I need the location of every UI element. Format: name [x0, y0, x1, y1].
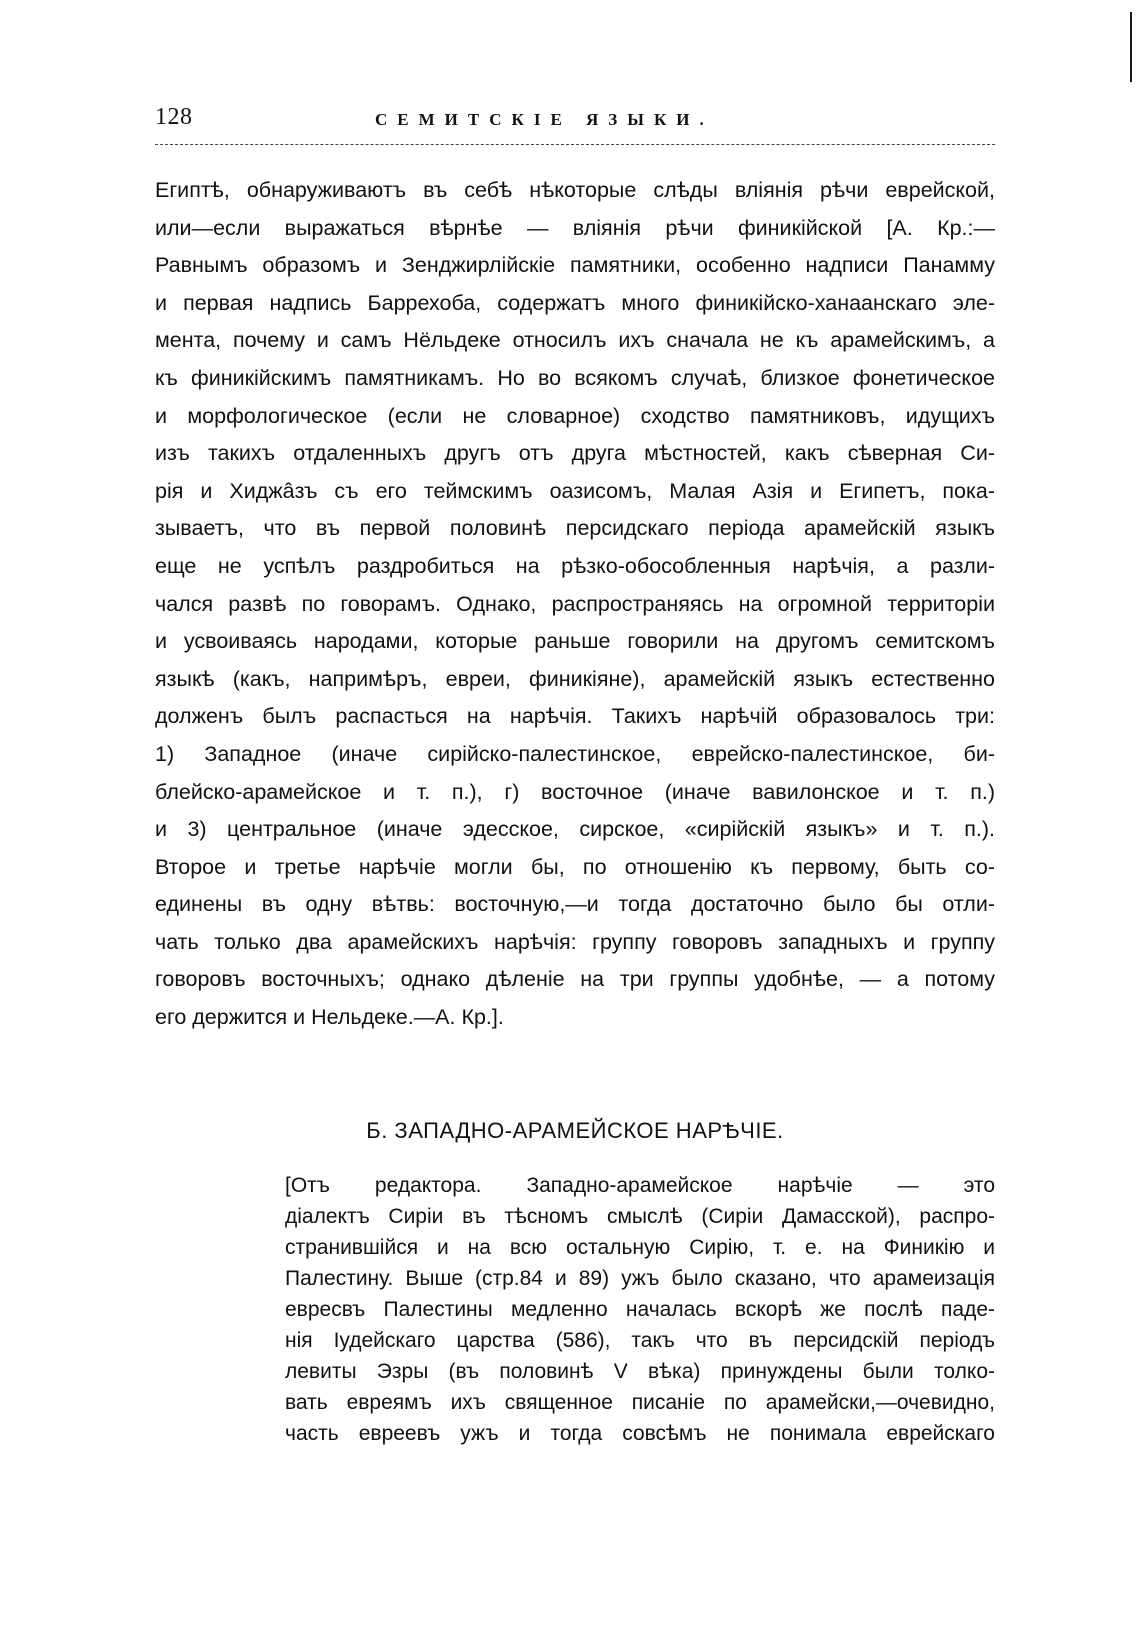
- running-head: СЕМИТСКІЕ ЯЗЫКИ.: [375, 110, 714, 129]
- text-line: долженъ былъ распасться на нарѣчія. Такихъ нарѣчій образовалось три:: [155, 704, 995, 729]
- text-line: левиты Эзры (въ половинѣ V вѣка) принуждены были толко-: [285, 1360, 995, 1383]
- text-line: и морфологическое (если не словарное) сходство памятниковъ, идущихъ: [155, 403, 995, 428]
- text-line: діалектъ Сиріи въ тѣсномъ смыслѣ (Сиріи Дамасской), распро-: [285, 1205, 995, 1228]
- text-line: и первая надпись Баррехоба, содержатъ много финикійско-ханаанскаго эле-: [155, 290, 995, 315]
- text-line: Второе и третье нарѣчіе могли бы, по отношенію къ первому, быть со-: [155, 854, 995, 879]
- text-line: или—если выражаться вѣрнѣе — вліянія рѣчи финикійской [А. Кр.:—: [155, 215, 995, 240]
- text-line: странившійся и на всю остальную Сирію, т. е. на Финикію и: [285, 1236, 995, 1259]
- text-line: говоровъ восточныхъ; однако дѣленіе на три группы удобнѣе, — а потому: [155, 967, 995, 992]
- text-line: Равнымъ образомъ и Зенджирлійскіе памятники, особенно надписи Панамму: [155, 253, 995, 278]
- text-line: и усвоиваясь народами, которые раньше говорили на другомъ семитскомъ: [155, 629, 995, 654]
- text-line: языкѣ (какъ, напримѣръ, евреи, финикіяне), арамейскій языкъ естественно: [155, 666, 995, 691]
- text-line: къ финикійскимъ памятникамъ. Но во всякомъ случаѣ, близкое фонетическое: [155, 365, 995, 390]
- text-line: 1) Западное (иначе сирійско-палестинское, еврейско-палестинское, би-: [155, 741, 995, 766]
- scan-edge-mark: [1130, 12, 1132, 82]
- text-line: часть евреевъ ужъ и тогда совсѣмъ не понимала еврейскаго: [285, 1422, 995, 1445]
- text-line: Палестину. Выше (стр.84 и 89) ужъ было сказано, что арамеизація: [285, 1267, 995, 1290]
- page-number: 128: [155, 104, 193, 130]
- editor-note-text: [285, 1170, 995, 1449]
- text-line: и 3) центральное (иначе эдесское, сирское, «сирійскій языкъ» и т. п.).: [155, 817, 995, 842]
- text-line: рія и Хиджâзъ съ его теймскимъ оазисомъ, Малая Азія и Египетъ, пока-: [155, 478, 995, 503]
- main-body-text: [155, 172, 995, 1037]
- text-line: его держится и Нельдеке.—А. Кр.].: [155, 1005, 504, 1030]
- text-line: вать евреямъ ихъ священное писаніе по арамейски,—очевидно,: [285, 1391, 995, 1414]
- section-heading: Б. ЗАПАДНО-АРАМЕЙСКОЕ НАРѢЧІЕ.: [366, 1118, 784, 1143]
- text-line: чать только два арамейскихъ нарѣчія: группу говоровъ западныхъ и группу: [155, 929, 995, 954]
- text-line: единены въ одну вѣтвь: восточную,—и тогда достаточно было бы отли-: [155, 892, 995, 917]
- text-line: блейско-арамейское и т. п.), г) восточное (иначе вавилонское и т. п.): [155, 779, 995, 804]
- text-line: нія Іудейскаго царства (586), такъ что въ персидскій періодъ: [285, 1329, 995, 1352]
- text-line: изъ такихъ отдаленныхъ другъ отъ друга мѣстностей, какъ сѣверная Си-: [155, 441, 995, 466]
- text-line: Египтѣ, обнаруживаютъ въ себѣ нѣкоторые слѣды вліянія рѣчи еврейской,: [155, 178, 995, 202]
- page-header: [155, 104, 995, 146]
- text-line: чался развѣ по говорамъ. Однако, распространяясь на огромной территоріи: [155, 591, 995, 616]
- text-line: зываетъ, что въ первой половинѣ персидскаго періода арамейскій языкъ: [155, 516, 995, 541]
- text-line: мента, почему и самъ Нёльдеке относилъ ихъ сначала не къ арамейскимъ, а: [155, 328, 995, 353]
- text-line: евресвъ Палестины медленно началась вскорѣ же послѣ паде-: [285, 1298, 995, 1321]
- text-line: [Отъ редактора. Западно-арамейское нарѣчіе — это: [285, 1174, 995, 1197]
- header-rule: [155, 144, 995, 145]
- text-line: еще не успѣлъ раздробиться на рѣзко-обособленныя нарѣчія, а разли-: [155, 553, 995, 578]
